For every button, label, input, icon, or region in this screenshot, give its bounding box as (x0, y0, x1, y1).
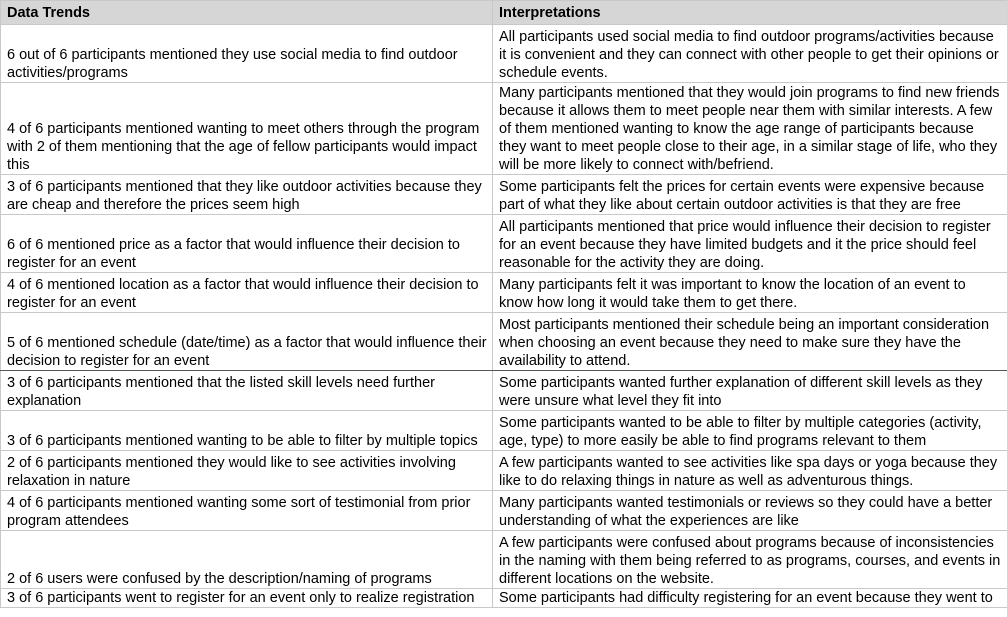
interpretation-cell: A few participants wanted to see activities like spa days or yoga because they like to do relaxing things in nature as well as adventurous things. (493, 451, 1007, 491)
interpretation-cell: Some participants felt the prices for certain events were expensive because part of what they like about certain outdoor activities is that they are free (493, 175, 1007, 215)
interpretation-cell: Many participants mentioned that they would join programs to find new friends because it allows them to meet people near them with similar interests. A few of them mentioned wanting to know the age range of participants because they want to meet people close to their age, in a similar stage of life, who they will be more likely to connect with/befriend. (493, 83, 1007, 175)
trend-cell: 3 of 6 participants went to register for an event only to realize registration (1, 589, 493, 608)
interpretation-cell: Many participants felt it was important to know the location of an event to know how long it would take them to get there. (493, 273, 1007, 313)
trend-cell: 6 out of 6 participants mentioned they use social media to find outdoor activities/programs (1, 25, 493, 83)
header-row (1, 1, 1007, 25)
trend-cell: 2 of 6 participants mentioned they would like to see activities involving relaxation in nature (1, 451, 493, 491)
trend-cell: 4 of 6 participants mentioned wanting to meet others through the program with 2 of them mentioning that the age of fellow participants would impact this (1, 83, 493, 175)
table-row (1, 273, 1007, 313)
table-row (1, 25, 1007, 83)
interpretation-cell: Some participants wanted further explanation of different skill levels as they were unsure what level they fit into (493, 371, 1007, 411)
trend-cell: 2 of 6 users were confused by the description/naming of programs (1, 531, 493, 589)
trend-cell: 4 of 6 participants mentioned wanting some sort of testimonial from prior program attendees (1, 491, 493, 531)
interpretation-cell: A few participants were confused about programs because of inconsistencies in the naming with them being referred to as programs, courses, and events in different locations on the website. (493, 531, 1007, 589)
interpretation-cell: Most participants mentioned their schedule being an important consideration when choosing an event because they need to make sure they have the availability to attend. (493, 313, 1007, 371)
trend-cell: 3 of 6 participants mentioned wanting to be able to filter by multiple topics (1, 411, 493, 451)
header-interpretations: Interpretations (493, 1, 1007, 25)
table-row (1, 313, 1007, 371)
header-data-trends: Data Trends (1, 1, 493, 25)
table-row (1, 83, 1007, 175)
trend-cell: 5 of 6 mentioned schedule (date/time) as a factor that would influence their decision to register for an event (1, 313, 493, 371)
trend-cell: 3 of 6 participants mentioned that they like outdoor activities because they are cheap and therefore the prices seem high (1, 175, 493, 215)
interpretation-cell: All participants mentioned that price would influence their decision to register for an event because they have limited budgets and it the price should feel reasonable for the activity they are doing. (493, 215, 1007, 273)
interpretation-cell: All participants used social media to find outdoor programs/activities because it is convenient and they can connect with other people to get their opinions or schedule events. (493, 25, 1007, 83)
table-row (1, 531, 1007, 589)
table-row (1, 175, 1007, 215)
interpretation-cell: Some participants had difficulty registering for an event because they went to (493, 589, 1007, 608)
table-row (1, 451, 1007, 491)
trend-cell: 6 of 6 mentioned price as a factor that would influence their decision to register for an event (1, 215, 493, 273)
table-row (1, 589, 1007, 608)
table-row (1, 371, 1007, 411)
interpretation-cell: Many participants wanted testimonials or reviews so they could have a better understanding of what the experiences are like (493, 491, 1007, 531)
table-row (1, 491, 1007, 531)
trend-cell: 4 of 6 mentioned location as a factor that would influence their decision to register for an event (1, 273, 493, 313)
table-row (1, 215, 1007, 273)
trend-cell: 3 of 6 participants mentioned that the listed skill levels need further explanation (1, 371, 493, 411)
interpretation-cell: Some participants wanted to be able to filter by multiple categories (activity, age, type) to more easily be able to find programs relevant to them (493, 411, 1007, 451)
table-row (1, 411, 1007, 451)
